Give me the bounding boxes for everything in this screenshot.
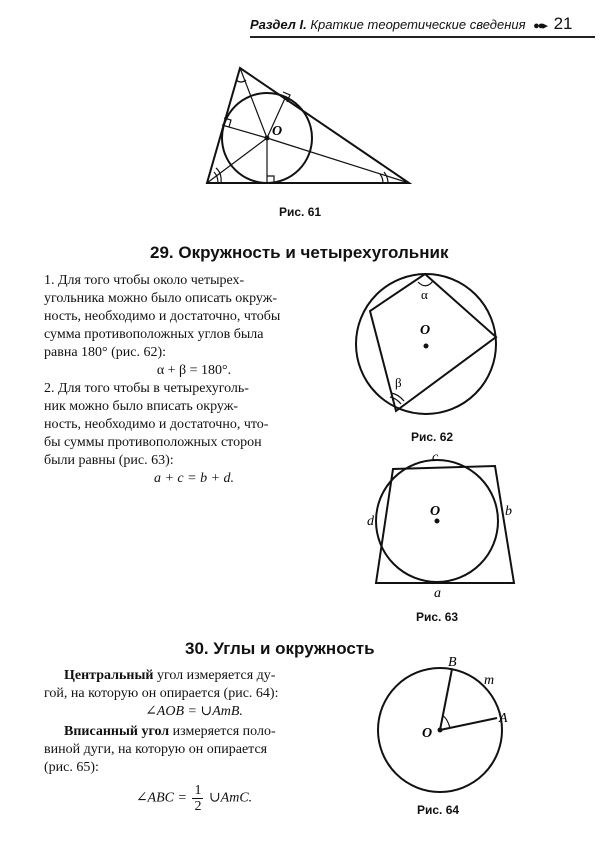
page-number: 21 bbox=[553, 14, 573, 33]
caption-fig61: Рис. 61 bbox=[279, 205, 322, 219]
label-c: c bbox=[432, 450, 439, 465]
term-inscribed: Вписанный угол bbox=[64, 724, 170, 739]
text-line: ник можно было вписать окруж- bbox=[44, 399, 239, 414]
text-line: 1. Для того чтобы около четырех- bbox=[44, 273, 245, 288]
text-line: 2. Для того чтобы в четырехуголь- bbox=[44, 381, 249, 396]
text-line: бы суммы противоположных сторон bbox=[44, 435, 262, 450]
formula-angles: α + β = 180°. bbox=[156, 363, 232, 378]
text-line: гой, на которую он опирается (рис. 64): bbox=[44, 686, 279, 701]
caption-fig63: Рис. 63 bbox=[416, 610, 459, 624]
header-title: Краткие теоретические сведения bbox=[310, 17, 526, 32]
text-fragment: измеряется поло- bbox=[169, 724, 276, 739]
label-beta: β bbox=[395, 375, 402, 390]
section-30-heading: 30. Углы и окружность bbox=[185, 639, 375, 658]
formula-sides: a + c = b + d. bbox=[153, 471, 235, 486]
text-line: угольника можно было описать окруж- bbox=[44, 291, 278, 306]
label-alpha: α bbox=[421, 287, 428, 302]
label-d: d bbox=[367, 514, 374, 529]
label-a: a bbox=[434, 586, 441, 601]
text-line: были равны (рис. 63): bbox=[44, 453, 174, 468]
fraction-numerator: 1 bbox=[194, 783, 202, 798]
section-29-heading: 29. Окружность и четырехугольник bbox=[150, 243, 449, 262]
text-line: ность, необходимо и достаточно, чтобы bbox=[44, 309, 281, 324]
formula-central: ∠AOB = ∪AmB. bbox=[145, 704, 243, 719]
caption-fig64: Рис. 64 bbox=[417, 803, 460, 817]
text-line: сумма противоположных углов была bbox=[44, 327, 264, 342]
text-line: виной дуги, на которую он опирается bbox=[44, 742, 268, 757]
label-o: O bbox=[430, 504, 441, 519]
label-a: A bbox=[499, 711, 508, 726]
header-arrows-icon: ●●▸ bbox=[533, 20, 546, 32]
term-central: Центральный bbox=[64, 668, 154, 683]
label-o: O bbox=[420, 323, 431, 338]
caption-fig62: Рис. 62 bbox=[411, 430, 454, 444]
center-point bbox=[438, 728, 443, 733]
header-section: Раздел I. bbox=[250, 17, 307, 32]
text-line: ность, необходимо и достаточно, что- bbox=[44, 417, 269, 432]
label-o: O bbox=[422, 726, 433, 741]
label-o: O bbox=[272, 124, 283, 139]
formula-left: ∠ABC = bbox=[135, 790, 187, 806]
label-b: B bbox=[448, 655, 457, 670]
formula-right: ∪AmC. bbox=[208, 790, 253, 806]
fraction-denominator: 2 bbox=[194, 799, 202, 814]
text-fragment: угол измеряется ду- bbox=[153, 668, 276, 683]
text-line: равна 180° (рис. 62): bbox=[44, 345, 167, 360]
label-b: b bbox=[505, 504, 512, 519]
text-line: (рис. 65): bbox=[44, 760, 99, 775]
radius-ob bbox=[440, 669, 452, 730]
label-m: m bbox=[484, 673, 495, 688]
angle-arc bbox=[443, 716, 450, 728]
